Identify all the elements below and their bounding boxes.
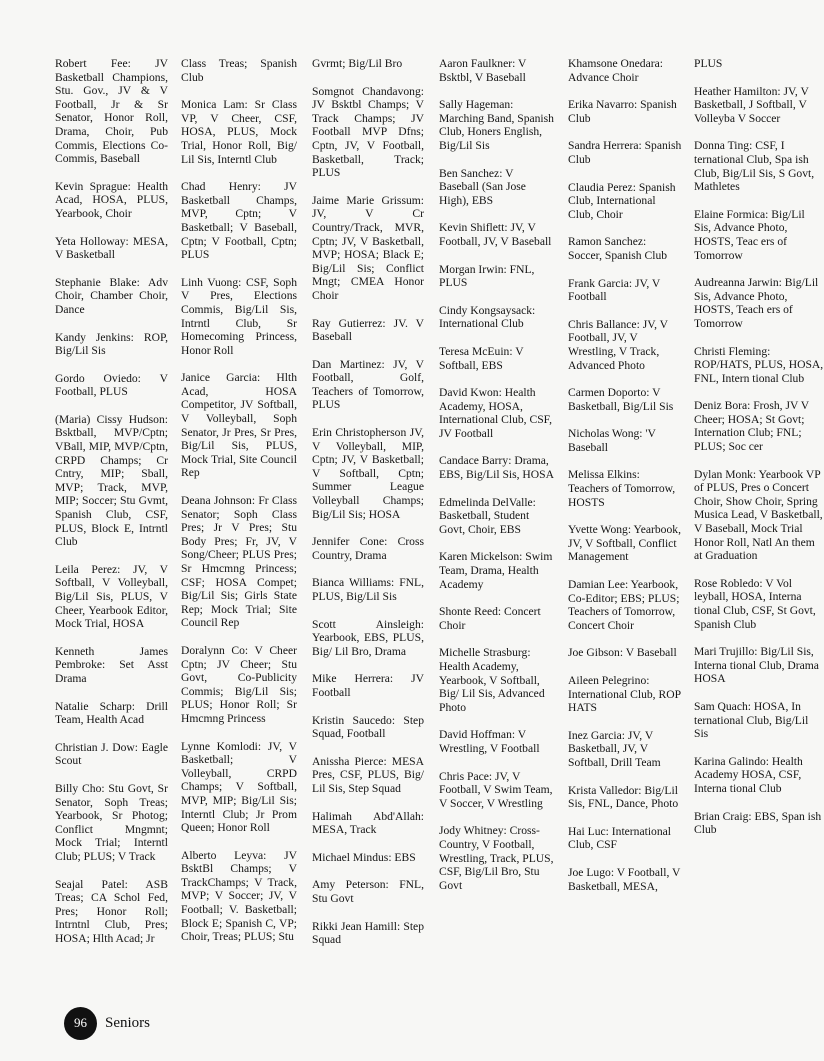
senior-entry: Somgnot Chandavong: JV Bsktbl Champs; V Track Champs; JV Football MVP Dfns; Cptn, JV, V Football, Basketball, Track; PLUS xyxy=(312,84,424,180)
senior-entry: Anissha Pierce: MESA Pres, CSF, PLUS, Big/ Lil Sis, Step Squad xyxy=(312,754,424,795)
senior-entry: Michael Mindus: EBS xyxy=(312,850,416,864)
column-2 xyxy=(181,57,297,958)
senior-entry: Sally Hageman: Marching Band, Spanish Club, Honers English, Big/Lil Sis xyxy=(439,98,554,152)
senior-entry: Krista Valledor: Big/Lil Sis, FNL, Dance, Photo xyxy=(568,783,679,811)
senior-entry: Candace Barry: Drama, EBS, Big/Lil Sis, HOSA xyxy=(439,454,554,482)
senior-entry: Shonte Reed: Concert Choir xyxy=(439,605,541,632)
senior-entry: Janice Garcia: Hlth Acad, HOSA Competitor, JV Softball, V Volleyball, Soph Senator, Jr Pres, Sr Pres, Big/Lil Sis, PLUS, Mock Trial, Site Council Rep xyxy=(181,371,297,480)
senior-entry: Leila Perez: JV, V Softball, V Volleyball, Big/Lil Sis, PLUS, V Cheer, Yearbook Editor, Mock Trial, HOSA xyxy=(55,562,168,631)
senior-entry: PLUS xyxy=(694,57,723,70)
senior-entry: Monica Lam: Sr Class VP, V Cheer, CSF, HOSA, PLUS, Mock Trial, Honor Roll, Big/ Lil Sis, Interntl Club xyxy=(181,98,297,166)
senior-entry: Jaime Marie Grissum: JV, V Cr Country/Track, MVR, Cptn; JV, V Basketball, MVP; HOSA; Black E; Big/Lil Sis; Conflict Mngt; CMEA Honor Choir xyxy=(312,193,424,302)
senior-entry: Frank Garcia: JV, V Football xyxy=(568,276,661,304)
senior-entry: David Kwon: Health Academy, HOSA, International Club, CSF, JV Football xyxy=(439,386,553,440)
senior-entry: Aaron Faulkner: V Bsktbl, V Baseball xyxy=(439,57,527,84)
senior-entry: Sandra Herrera: Spanish Club xyxy=(568,139,682,166)
senior-entry: Dan Martinez: JV, V Football, Golf, Teachers of Tomorrow, PLUS xyxy=(312,357,424,412)
senior-entry: Karen Mickelson: Swim Team, Drama, Health Academy xyxy=(439,550,553,591)
senior-entry: Seajal Patel: ASB Treas; CA Schol Fed, Pres; Honor Roll; Intrntnl Club, Pres; HOSA; Hlth Acad; Jr xyxy=(55,877,168,945)
senior-entry: Kenneth James Pembroke: Set Asst Drama xyxy=(55,644,168,685)
column-3 xyxy=(312,57,424,961)
senior-entry: Jody Whitney: Cross-Country, V Football, Wrestling, Track, PLUS, CSF, Big/Lil Bro, Stu Govt xyxy=(439,824,554,892)
senior-entry: Michelle Strasburg: Health Academy, Yearbook, V Softball, Big/ Lil Sis, Advanced Photo xyxy=(439,646,545,714)
senior-entry: Yvette Wong: Yearbook, JV, V Softball, Conflict Management xyxy=(568,523,681,564)
senior-entry: Robert Fee: JV Basketball Champions, Stu. Gov., JV & V Football, Jr & Sr Senator, Honor Roll, Drama, Choir, Pub Commis, Elections Co-Commis, Baseball xyxy=(55,57,168,166)
senior-entry: Melissa Elkins: Teachers of Tomorrow, HOSTS xyxy=(568,468,676,509)
senior-entry: Lynne Komlodi: JV, V Basketball; V Volleyball, CRPD Champs; V Softball, MVP, MIP; Big/Lil Sis; Interntl Club; Jr Prom Queen; Honor Roll xyxy=(181,739,297,835)
senior-entry: Christi Fleming: ROP/HATS, PLUS, HOSA, FNL, Intern tional Club xyxy=(694,344,824,385)
senior-entry: Kandy Jenkins: ROP, Big/Lil Sis xyxy=(55,330,168,358)
senior-entry: Karina Galindo: Health Academy HOSA, CSF, Interna tional Club xyxy=(694,754,803,795)
senior-entry: Ray Gutierrez: JV. V Baseball xyxy=(312,316,424,344)
page-number-badge xyxy=(64,1007,97,1040)
column-6 xyxy=(694,57,824,851)
senior-entry: Edmelinda DelValle: Basketball, Student Govt, Choir, EBS xyxy=(439,495,536,536)
senior-entry: Class Treas; Spanish Club xyxy=(181,57,297,84)
senior-entry: Ben Sanchez: V Baseball (San Jose High), EBS xyxy=(439,166,526,207)
senior-entry: Khamsone Onedara: Advance Choir xyxy=(568,57,663,84)
senior-entry: Mari Trujillo: Big/Lil Sis, Interna tional Club, Drama HOSA xyxy=(694,645,819,686)
senior-entry: Doralynn Co: V Cheer Cptn; JV Cheer; Stu Govt, Co-Publicity Commis; Big/Lil Sis; PLUS; Honor Roll; Sr Hmcmng Princess xyxy=(181,643,297,725)
senior-entry: Kevin Shiflett: JV, V Football, JV, V Baseball xyxy=(439,221,552,248)
senior-entry: Scott Ainsleigh: Yearbook, EBS, PLUS, Big/ Lil Bro, Drama xyxy=(312,617,424,658)
senior-entry: Alberto Leyva: JV BsktBl Champs; V TrackChamps; V Track, MVP; V Soccer; JV, V Football; V. Basketball; Block E; Spanish C, VP; Choir, Treas; PLUS; Stu xyxy=(181,848,297,944)
senior-entry: Jennifer Cone: Cross Country, Drama xyxy=(312,535,424,562)
senior-entry: Amy Peterson: FNL, Stu Govt xyxy=(312,878,424,905)
senior-entry: Deana Johnson: Fr Class Senator; Soph Class Pres; Jr V Pres; Stu Body Pres; Fr, JV, V Song/Cheer; PLUS Pres; Sr Hmcmng Princess; CSF; HOSA Compet; Big/Lil Sis; Girls State Rep; Mock Trial; Site Council Rep xyxy=(181,494,297,630)
senior-entry: Mike Herrera: JV Football xyxy=(312,672,424,699)
senior-entry: Rose Robledo: V Vol leyball, HOSA, Interna tional Club, CSF, St Govt, Spanish Club xyxy=(694,576,816,631)
senior-entry: Kevin Sprague: Health Acad, HOSA, PLUS, Yearbook, Choir xyxy=(55,179,168,220)
senior-entry: Yeta Holloway: MESA, V Basketball xyxy=(55,234,168,262)
senior-entry: Donna Ting: CSF, I ternational Club, Spa ish Club, Big/Lil Sis, S Govt, Mathletes xyxy=(694,139,815,194)
section-title: Seniors xyxy=(105,1014,150,1031)
senior-entry: Erin Christopherson JV, V Volleyball, MIP, Cptn; JV, V Basketball; V Softball, Cptn; Summer League Volleyball Champs; Big/Lil Sis; HOSA xyxy=(312,426,424,521)
senior-entry: Chris Ballance: JV, V Football, JV, V Wrestling, V Track, Advanced Photo xyxy=(568,317,668,372)
senior-entry: Heather Hamilton: JV, V Basketball, J Softball, V Volleyba V Soccer xyxy=(694,84,809,125)
senior-entry: Gordo Oviedo: V Football, PLUS xyxy=(55,371,168,399)
senior-entry: Chad Henry: JV Basketball Champs, MVP, Cptn; V Basketball; V Baseball, Cptn; V Football, Cptn; PLUS xyxy=(181,180,297,262)
senior-entry: Hai Luc: International Club, CSF xyxy=(568,824,672,852)
senior-entry: Dylan Monk: Yearbook VP of PLUS, Pres o Concert Choir, Show Choir, Spring Musica Lead, V Basketball, V Baseball, Mock Trial Honor Roll, Natl An them at Graduation xyxy=(694,467,823,563)
senior-entry: Halimah Abd'Allah: MESA, Track xyxy=(312,809,424,837)
column-5 xyxy=(568,57,682,907)
senior-entry: Chris Pace: JV, V Football, V Swim Team, V Soccer, V Wrestling xyxy=(439,769,553,810)
senior-entry: Ramon Sanchez: Soccer, Spanish Club xyxy=(568,235,668,262)
senior-entry: Carmen Doporto: V Basketball, Big/Lil Sis xyxy=(568,386,674,413)
senior-entry: Linh Vuong: CSF, Soph V Pres, Elections Commis, Big/Lil Sis, Intrntl Club, Sr Homecoming Princess, Honor Roll xyxy=(181,275,297,357)
page-footer xyxy=(64,1005,150,1041)
page-number: 96 xyxy=(74,1015,87,1030)
senior-entry: Sam Quach: HOSA, In ternational Club, Big/Lil Sis xyxy=(694,699,809,741)
senior-entry: Rikki Jean Hamill: Step Squad xyxy=(312,919,424,947)
senior-entry: Claudia Perez: Spanish Club, International Club, Choir xyxy=(568,180,676,221)
senior-entry: Damian Lee: Yearbook, Co-Editor; EBS; PLUS; Teachers of Tomorrow, Concert Choir xyxy=(568,578,680,632)
senior-entry: Cindy Kongsaysack: International Club xyxy=(439,303,536,331)
senior-entry: Erika Navarro: Spanish Club xyxy=(568,98,677,125)
senior-entry: Natalie Scharp: Drill Team, Health Acad xyxy=(55,699,168,727)
senior-entry: Deniz Bora: Frosh, JV V Cheer; HOSA; St Govt; Internation Club; FNL; PLUS; Soc cer xyxy=(694,399,809,454)
senior-entry: Teresa McEuin: V Softball, EBS xyxy=(439,344,524,372)
senior-entry: Nicholas Wong: 'V Baseball xyxy=(568,427,656,454)
senior-entry: Stephanie Blake: Adv Choir, Chamber Choir, Dance xyxy=(55,275,168,316)
senior-entry: Gvrmt; Big/Lil Bro xyxy=(312,57,403,70)
senior-entry: Joe Lugo: V Football, V Basketball, MESA, xyxy=(568,865,681,893)
senior-entry: Kristin Saucedo: Step Squad, Football xyxy=(312,713,424,741)
senior-entry: (Maria) Cissy Hudson: Bsktball, MVP/Cptn; VBall, MIP, MVP/Cptn, CRPD Champs; Cr Cntry, MIP; Sball, MVP; Track, MVP, MIP; Soccer; Stu Gvmt, Spanish Club, CSF, PLUS, Block E, Intrntl Club xyxy=(55,412,168,549)
senior-entry: Inez Garcia: JV, V Basketball, JV, V Softball, Drill Team xyxy=(568,728,661,769)
column-4 xyxy=(439,57,554,906)
column-1 xyxy=(55,57,168,959)
senior-entry: David Hoffman: V Wrestling, V Football xyxy=(439,728,540,755)
senior-entry: Bianca Williams: FNL, PLUS, Big/Lil Sis xyxy=(312,576,424,603)
senior-entry: Christian J. Dow: Eagle Scout xyxy=(55,740,168,768)
senior-entry: Audreanna Jarwin: Big/Lil Sis, Advance Photo, HOSTS, Teach ers of Tomorrow xyxy=(694,276,819,330)
senior-entry: Joe Gibson: V Baseball xyxy=(568,646,677,660)
senior-entry: Billy Cho: Stu Govt, Sr Senator, Soph Treas; Yearbook, Sr Photog; Conflict Mngmnt; Mock Trial; Interntl Club; PLUS; V Track xyxy=(55,781,168,863)
senior-entry: Morgan Irwin: FNL, PLUS xyxy=(439,262,535,290)
senior-entry: Aileen Pelegrino: International Club, ROP HATS xyxy=(568,674,681,715)
senior-entry: Brian Craig: EBS, Span ish Club xyxy=(694,809,822,837)
senior-entry: Elaine Formica: Big/Lil Sis, Advance Photo, HOSTS, Teac ers of Tomorrow xyxy=(694,207,805,262)
